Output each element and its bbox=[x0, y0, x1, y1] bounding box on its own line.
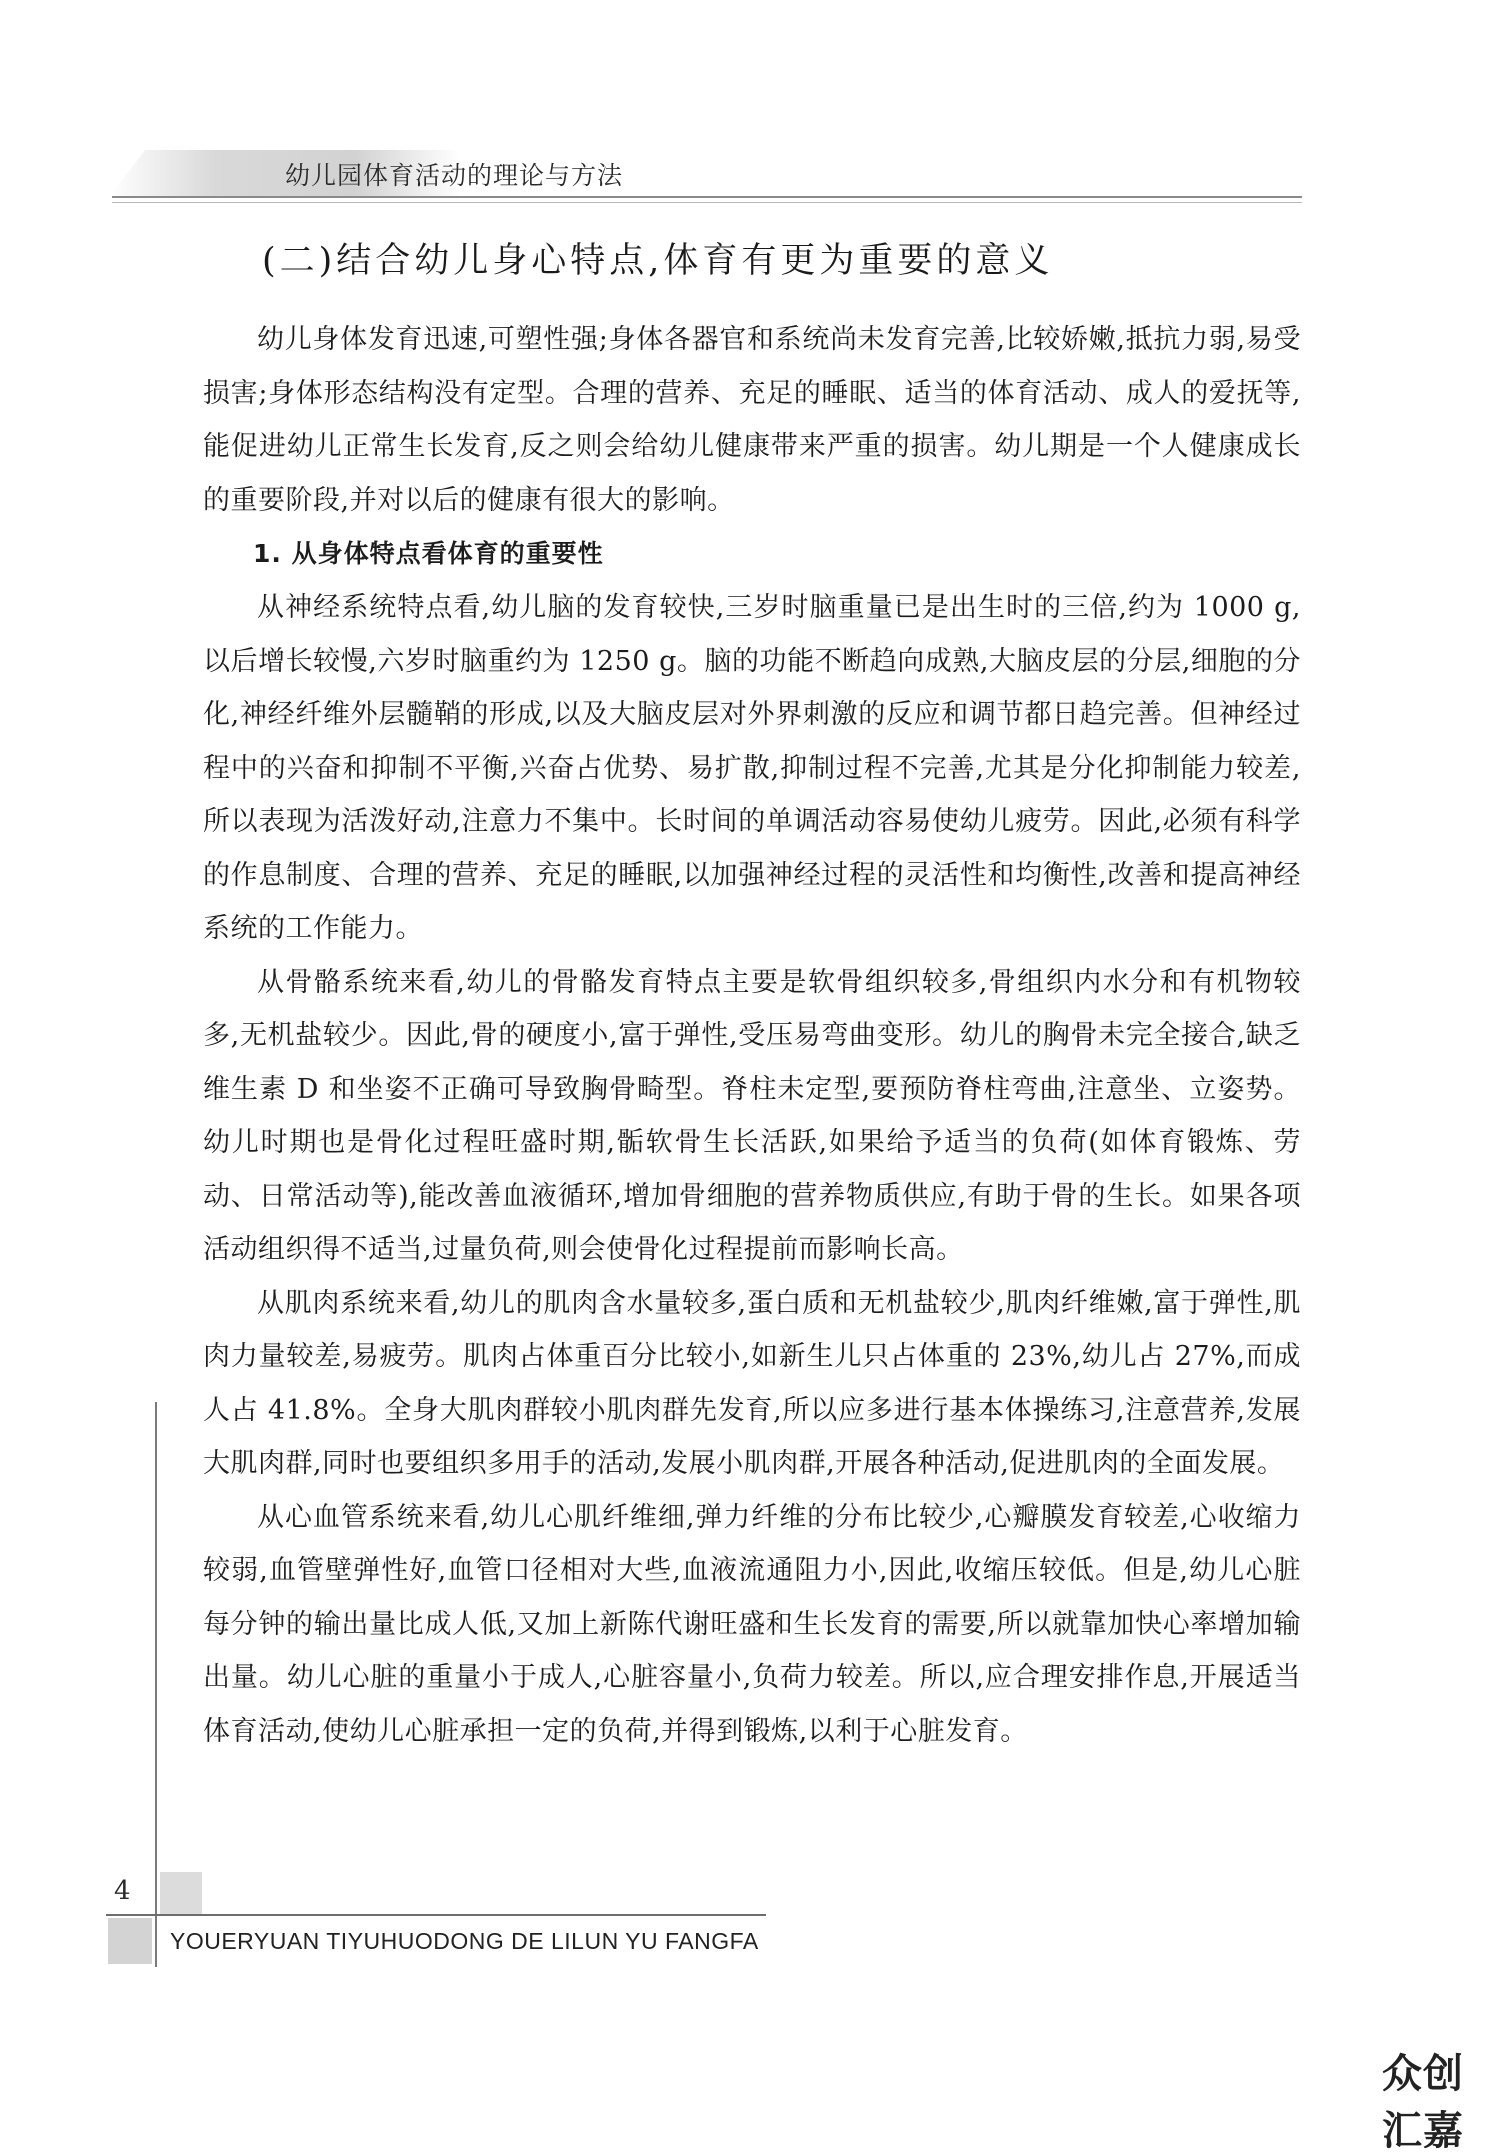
footer-decor-square bbox=[160, 1872, 202, 1914]
paragraph-cardiovascular-system: 从心血管系统来看,幼儿心肌纤维细,弹力纤维的分布比较少,心瓣膜发育较差,心收缩力较弱,血管壁弹性好,血管口径相对大些,血液流通阻力小,因此,收缩压较低。但是,幼儿心脏每分钟的输出量比成人低,又加上新陈代谢旺盛和生长发育的需要,所以就靠加快心率增加输出量。幼儿心脏的重量小于成人,心脏容量小,负荷力较差。所以,应合理安排作息,开展适当体育活动,使幼儿心脏承担一定的负荷,并得到锻炼,以利于心脏发育。 bbox=[203, 1501, 1301, 1747]
intro-paragraph: 幼儿身体发育迅速,可塑性强;身体各器官和系统尚未发育完善,比较娇嫩,抵抗力弱,易受损害;身体形态结构没有定型。合理的营养、充足的睡眠、适当的体育活动、成人的爱抚等,能促进幼儿正常生长发育,反之则会给幼儿健康带来严重的损害。幼儿期是一个人健康成长的重要阶段,并对以后的健康有很大的影响。 bbox=[203, 324, 1301, 516]
header-rule-thin bbox=[112, 202, 1302, 203]
section-heading: (二)结合幼儿身心特点,体育有更为重要的意义 bbox=[262, 241, 1054, 281]
footer-book-title: YOUERYUAN TIYUHUODONG DE LILUN YU FANGFA bbox=[170, 1928, 759, 1954]
footer-rule bbox=[106, 1914, 766, 1916]
body-content bbox=[203, 313, 1301, 1758]
header-rule bbox=[112, 196, 1302, 198]
footer-decor-block bbox=[108, 1918, 152, 1964]
watermark-logo: 众创汇嘉 bbox=[1382, 2051, 1464, 2154]
running-header-title: 幼儿园体育活动的理论与方法 bbox=[285, 161, 624, 190]
paragraph-muscular-system: 从肌肉系统来看,幼儿的肌肉含水量较多,蛋白质和无机盐较少,肌肉纤维嫩,富于弹性,肌肉力量较差,易疲劳。肌肉占体重百分比较小,如新生儿只占体重的 23%,幼儿占 27%,而成人占 41.8%。全身大肌肉群较小肌肉群先发育,所以应多进行基本体操练习,注意营养,发展大肌肉群,同时也要组织多用手的活动,发展小肌肉群,开展各种活动,促进肌肉的全面发展。 bbox=[203, 1287, 1301, 1479]
subsection-heading: 1. 从身体特点看体育的重要性 bbox=[253, 539, 604, 568]
page-number: 4 bbox=[114, 1876, 131, 1906]
paragraph-skeletal-system: 从骨骼系统来看,幼儿的骨骼发育特点主要是软骨组织较多,骨组织内水分和有机物较多,无机盐较少。因此,骨的硬度小,富于弹性,受压易弯曲变形。幼儿的胸骨未完全接合,缺乏维生素 D 和坐姿不正确可导致胸骨畸型。脊柱未定型,要预防脊柱弯曲,注意坐、立姿势。幼儿时期也是骨化过程旺盛时期,骺软骨生长活跃,如果给予适当的负荷(如体育锻炼、劳动、日常活动等),能改善血液循环,增加骨细胞的营养物质供应,有助于骨的生长。如果各项活动组织得不适当,过量负荷,则会使骨化过程提前而影响长高。 bbox=[203, 966, 1301, 1265]
footer-vertical-rule bbox=[155, 1402, 157, 1967]
paragraph-nervous-system: 从神经系统特点看,幼儿脑的发育较快,三岁时脑重量已是出生时的三倍,约为 1000 g,以后增长较慢,六岁时脑重约为 1250 g。脑的功能不断趋向成熟,大脑皮层的分层,细胞的分化,神经纤维外层髓鞘的形成,以及大脑皮层对外界刺激的反应和调节都日趋完善。但神经过程中的兴奋和抑制不平衡,兴奋占优势、易扩散,抑制过程不完善,尤其是分化抑制能力较差,所以表现为活泼好动,注意力不集中。长时间的单调活动容易使幼儿疲劳。因此,必须有科学的作息制度、合理的营养、充足的睡眠,以加强神经过程的灵活性和均衡性,改善和提高神经系统的工作能力。 bbox=[203, 592, 1301, 944]
